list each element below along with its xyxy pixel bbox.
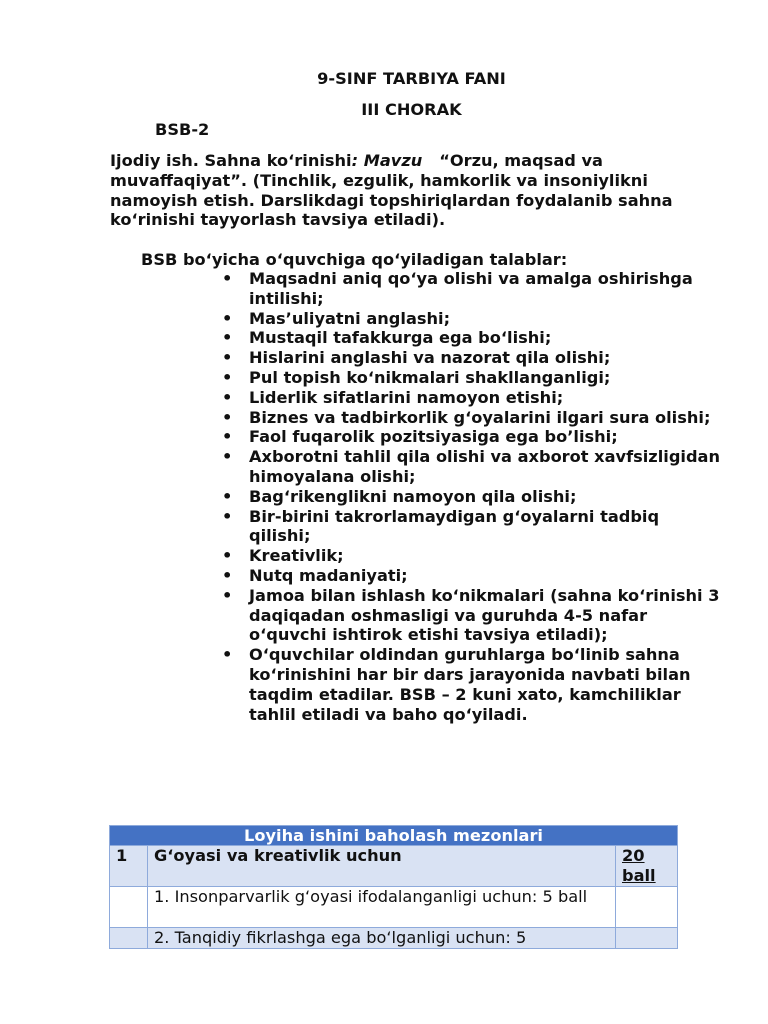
bsb-code: BSB-2 (155, 120, 210, 139)
list-item (222, 408, 722, 428)
list-item (222, 645, 722, 724)
table-row (110, 928, 678, 949)
list-item-text: Nutq madaniyati; (249, 565, 408, 585)
bullet-icon: • (222, 585, 233, 605)
list-item (222, 487, 722, 507)
bullet-icon: • (222, 348, 233, 368)
criterion-text: G‘oyasi va kreativlik uchun (148, 846, 616, 887)
requirements-list (222, 269, 722, 724)
table-header-row (110, 826, 678, 846)
bullet-icon: • (222, 447, 233, 467)
criterion-points: 20 ball (616, 846, 678, 887)
bullet-icon: • (222, 308, 233, 328)
list-item-text: Kreativlik; (249, 546, 344, 566)
bullet-icon: • (222, 387, 233, 407)
list-item-text: O‘quvchilar oldindan guruhlarga bo‘linib sahna ko‘rinishini har bir dars jarayonida navbati bilan taqdim etadilar. BSB – 2 kuni xato, kamchiliklar tahlil etiladi va baho qo‘yiladi. (249, 645, 691, 724)
table-header: Loyiha ishini baholash mezonlari (110, 826, 678, 846)
mavzu-label: : Mavzu (351, 151, 423, 170)
list-item-text: Pul topish ko‘nikmalari shakllanganligi; (249, 367, 611, 387)
list-item (222, 348, 722, 368)
bullet-icon: • (222, 328, 233, 348)
list-item (222, 566, 722, 586)
list-item-text: Bag‘rikenglikni namoyon qila olishi; (249, 486, 577, 506)
list-item-text: Liderlik sifatlarini namoyon etishi; (249, 387, 564, 407)
bullet-icon: • (222, 407, 233, 427)
list-item (222, 546, 722, 566)
bullet-icon: • (222, 269, 233, 288)
bullet-icon: • (222, 486, 233, 506)
requirements-title: BSB bo‘yicha o‘quvchiga qo‘yiladigan talablar: (141, 250, 568, 269)
bullet-icon: • (222, 565, 233, 585)
list-item-text: Mas’uliyatni anglashi; (249, 308, 451, 328)
list-item-text: Axborotni tahlil qila olishi va axborot xavfsizligidan himoyalana olishi; (249, 447, 720, 486)
table-row (110, 846, 678, 887)
list-item (222, 368, 722, 388)
list-item (222, 309, 722, 329)
intro-text: “Orzu, maqsad va muvaffaqiyat”. (Tinchlik, ezgulik, hamkorlik va insoniylikni namoyish etish. Darslikdagi topshiriqlardan foydalanib sahna ko‘rinishi tayyorlash tavsiya etiladi). (110, 151, 673, 230)
bullet-icon: • (222, 427, 233, 447)
bullet-icon: • (222, 546, 233, 566)
list-item-text: Mustaqil tafakkurga ega bo‘lishi; (249, 328, 552, 348)
document-title: 9-SINF TARBIYA FANI (317, 69, 506, 88)
bullet-icon: • (222, 645, 233, 665)
criterion-points (616, 887, 678, 928)
list-item (222, 586, 722, 645)
bullet-icon: • (222, 367, 233, 387)
list-item-text: Biznes va tadbirkorlik g‘oyalarini ilgari sura olishi; (249, 407, 711, 427)
criteria-table (109, 825, 678, 949)
quarter-heading: III CHORAK (361, 100, 462, 119)
criterion-text: 1. Insonparvarlik g‘oyasi ifodalanganligi uchun: 5 ball (148, 887, 616, 928)
list-item-text: Faol fuqarolik pozitsiyasiga ega bo’lishi; (249, 427, 618, 447)
row-number (110, 928, 148, 949)
row-number: 1 (110, 846, 148, 887)
intro-paragraph (110, 151, 720, 230)
list-item (222, 507, 722, 547)
list-item-text: Jamoa bilan ishlash ko‘nikmalari (sahna ko‘rinishi 3 daqiqadan oshmasligi va guruhda 4-5 nafar o‘quvchi ishtirok etishi tavsiya etiladi); (249, 585, 720, 645)
list-item (222, 328, 722, 348)
list-item (222, 427, 722, 447)
list-item-text: Bir-birini takrorlamaydigan g‘oyalarni tadbiq qilishi; (249, 506, 660, 546)
intro-lead: Ijodiy ish. Sahna ko‘rinishi (110, 151, 352, 170)
criterion-text: 2. Tanqidiy fikrlashga ega bo‘lganligi uchun: 5 (148, 928, 616, 949)
bullet-icon: • (222, 506, 233, 526)
list-item-text: Hislarini anglashi va nazorat qila olishi; (249, 348, 611, 368)
row-number (110, 887, 148, 928)
list-item-text: Maqsadni aniq qo‘ya olishi va amalga oshirishga intilishi; (249, 269, 693, 308)
list-item (222, 447, 722, 487)
list-item (222, 388, 722, 408)
table-row (110, 887, 678, 928)
criterion-points (616, 928, 678, 949)
list-item (222, 269, 722, 309)
